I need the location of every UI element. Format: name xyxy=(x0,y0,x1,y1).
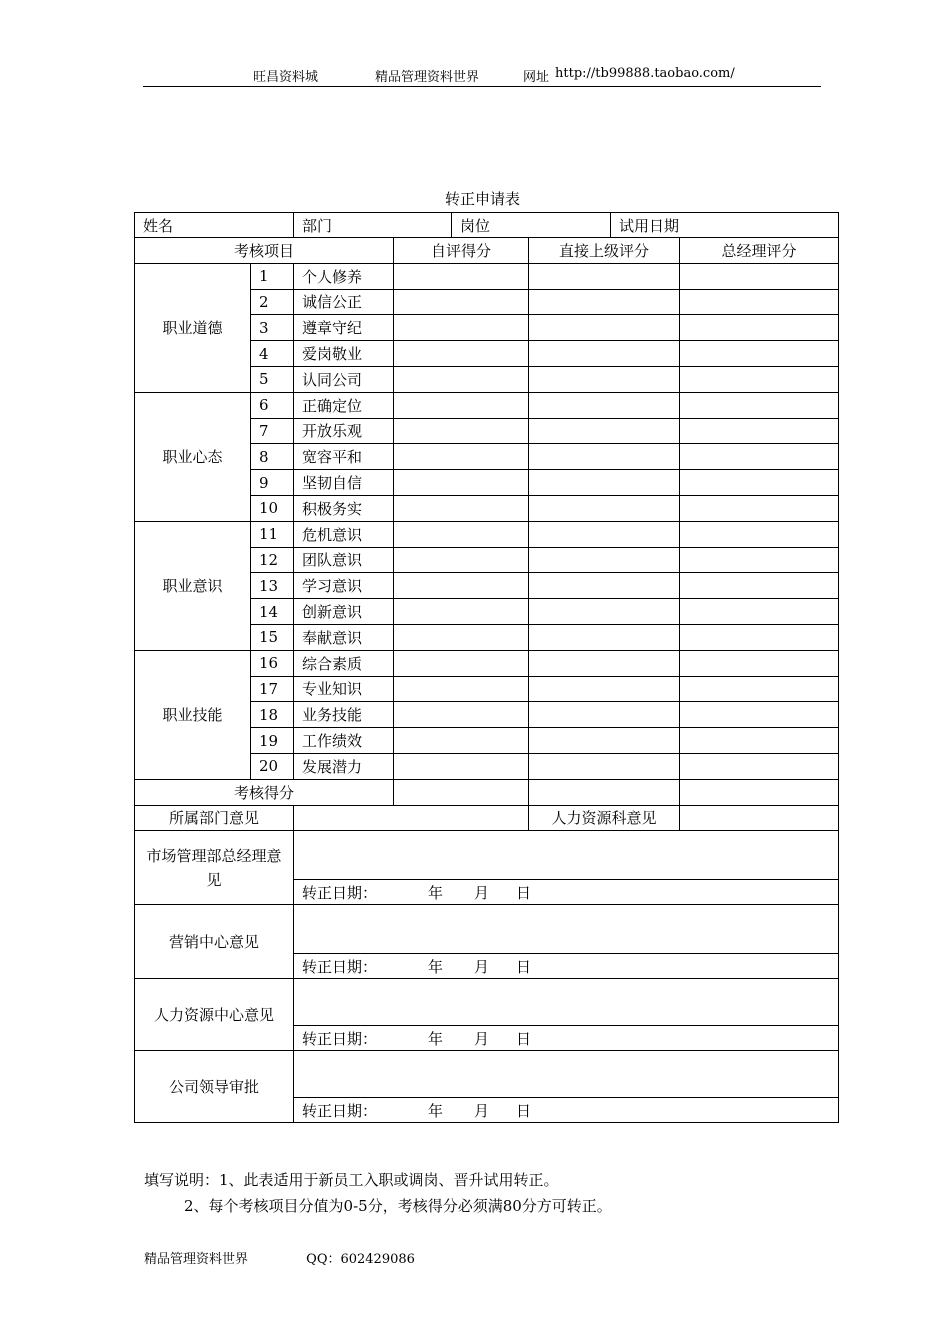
col-header-item: 考核项目 xyxy=(135,238,394,264)
total-gm-cell[interactable] xyxy=(680,779,839,805)
gm-score-cell[interactable] xyxy=(680,289,839,315)
gm-score-cell[interactable] xyxy=(680,392,839,418)
approval-field[interactable] xyxy=(294,831,839,880)
superior-score-cell[interactable] xyxy=(529,521,680,547)
gm-score-cell[interactable] xyxy=(680,650,839,676)
fill-notes xyxy=(144,1167,612,1219)
superior-score-cell[interactable] xyxy=(529,444,680,470)
approval-field[interactable] xyxy=(294,905,839,954)
item-number: 20 xyxy=(251,753,294,779)
item-number: 10 xyxy=(251,495,294,521)
superior-score-cell[interactable] xyxy=(529,495,680,521)
item-label: 遵章守纪 xyxy=(294,315,394,341)
item-label: 诚信公正 xyxy=(294,289,394,315)
item-number: 17 xyxy=(251,676,294,702)
superior-score-cell[interactable] xyxy=(529,470,680,496)
approval-label: 营销中心意见 xyxy=(135,905,294,979)
approval-field[interactable] xyxy=(294,1051,839,1098)
header-site-label: 网址 xyxy=(523,70,550,85)
date-day: 日 xyxy=(516,1029,532,1048)
gm-score-cell[interactable] xyxy=(680,470,839,496)
item-label: 积极务实 xyxy=(294,495,394,521)
item-number: 13 xyxy=(251,573,294,599)
gm-score-cell[interactable] xyxy=(680,728,839,754)
gm-score-cell[interactable] xyxy=(680,573,839,599)
gm-score-cell[interactable] xyxy=(680,624,839,650)
gm-score-cell[interactable] xyxy=(680,366,839,392)
item-number: 7 xyxy=(251,418,294,444)
item-label: 坚韧自信 xyxy=(294,470,394,496)
item-number: 6 xyxy=(251,392,294,418)
superior-score-cell[interactable] xyxy=(529,366,680,392)
superior-score-cell[interactable] xyxy=(529,547,680,573)
superior-score-cell[interactable] xyxy=(529,728,680,754)
approval-date-line[interactable] xyxy=(294,1098,839,1123)
dept-field[interactable]: 部门 xyxy=(294,213,452,238)
approval-date-line[interactable] xyxy=(294,1026,839,1051)
hr-dept-opinion-label: 人力资源科意见 xyxy=(529,805,680,831)
superior-score-cell[interactable] xyxy=(529,753,680,779)
item-label: 宽容平和 xyxy=(294,444,394,470)
date-day: 日 xyxy=(516,1101,532,1120)
gm-score-cell[interactable] xyxy=(680,676,839,702)
total-self-cell[interactable] xyxy=(394,779,529,805)
item-number: 1 xyxy=(251,263,294,289)
item-number: 11 xyxy=(251,521,294,547)
superior-score-cell[interactable] xyxy=(529,341,680,367)
item-number: 5 xyxy=(251,366,294,392)
col-header-gm: 总经理评分 xyxy=(680,238,839,264)
footer-left: 精品管理资料世界 xyxy=(144,1252,249,1267)
item-number: 8 xyxy=(251,444,294,470)
name-field[interactable]: 姓名 xyxy=(135,213,294,238)
self-score-cell[interactable] xyxy=(394,495,529,521)
self-score-cell[interactable] xyxy=(394,289,529,315)
item-number: 15 xyxy=(251,624,294,650)
item-label: 业务技能 xyxy=(294,702,394,728)
item-label: 发展潜力 xyxy=(294,753,394,779)
superior-score-cell[interactable] xyxy=(529,418,680,444)
category-label: 职业道德 xyxy=(135,263,251,392)
self-score-cell[interactable] xyxy=(394,702,529,728)
superior-score-cell[interactable] xyxy=(529,599,680,625)
gm-score-cell[interactable] xyxy=(680,599,839,625)
col-header-self: 自评得分 xyxy=(394,238,529,264)
superior-score-cell[interactable] xyxy=(529,573,680,599)
dept-opinion-field[interactable] xyxy=(294,805,529,831)
superior-score-cell[interactable] xyxy=(529,702,680,728)
category-label: 职业意识 xyxy=(135,521,251,650)
date-month: 月 xyxy=(474,1029,490,1048)
date-day: 日 xyxy=(516,883,532,902)
self-score-cell[interactable] xyxy=(394,728,529,754)
date-day: 日 xyxy=(516,957,532,976)
date-year: 年 xyxy=(428,957,444,976)
item-number: 4 xyxy=(251,341,294,367)
self-score-cell[interactable] xyxy=(394,753,529,779)
self-score-cell[interactable] xyxy=(394,444,529,470)
table-row xyxy=(135,392,839,418)
form-title: 转正申请表 xyxy=(444,190,520,208)
item-label: 学习意识 xyxy=(294,573,394,599)
self-score-cell[interactable] xyxy=(394,392,529,418)
date-label: 转正日期： xyxy=(302,1029,378,1048)
date-year: 年 xyxy=(428,1101,444,1120)
info-table xyxy=(134,212,839,238)
item-label: 团队意识 xyxy=(294,547,394,573)
approval-label: 市场管理部总经理意见 xyxy=(135,831,294,905)
gm-score-cell[interactable] xyxy=(680,547,839,573)
header-site-url[interactable]: http://tb99888.taobao.com/ xyxy=(555,66,735,81)
trial-date-field[interactable]: 试用日期 xyxy=(611,213,839,238)
self-score-cell[interactable] xyxy=(394,624,529,650)
item-label: 开放乐观 xyxy=(294,418,394,444)
self-score-cell[interactable] xyxy=(394,650,529,676)
item-number: 18 xyxy=(251,702,294,728)
note-line-2: 2、每个考核项目分值为0-5分，考核得分必须满80分方可转正。 xyxy=(184,1197,612,1215)
self-score-cell[interactable] xyxy=(394,521,529,547)
date-label: 转正日期： xyxy=(302,957,378,976)
item-number: 9 xyxy=(251,470,294,496)
superior-score-cell[interactable] xyxy=(529,392,680,418)
self-score-cell[interactable] xyxy=(394,263,529,289)
gm-score-cell[interactable] xyxy=(680,702,839,728)
self-score-cell[interactable] xyxy=(394,418,529,444)
self-score-cell[interactable] xyxy=(394,676,529,702)
approval-label: 公司领导审批 xyxy=(135,1051,294,1123)
superior-score-cell[interactable] xyxy=(529,624,680,650)
header-middle: 精品管理资料世界 xyxy=(375,70,480,85)
gm-score-cell[interactable] xyxy=(680,495,839,521)
self-score-cell[interactable] xyxy=(394,599,529,625)
approval-field[interactable] xyxy=(294,979,839,1026)
superior-score-cell[interactable] xyxy=(529,315,680,341)
evaluation-table xyxy=(134,237,839,1123)
item-number: 3 xyxy=(251,315,294,341)
self-score-cell[interactable] xyxy=(394,573,529,599)
item-label: 专业知识 xyxy=(294,676,394,702)
superior-score-cell[interactable] xyxy=(529,289,680,315)
gm-score-cell[interactable] xyxy=(680,315,839,341)
post-field[interactable]: 岗位 xyxy=(452,213,611,238)
category-label: 职业技能 xyxy=(135,650,251,779)
date-month: 月 xyxy=(474,1101,490,1120)
total-score-label: 考核得分 xyxy=(135,779,394,805)
self-score-cell[interactable] xyxy=(394,315,529,341)
date-month: 月 xyxy=(474,957,490,976)
superior-score-cell[interactable] xyxy=(529,676,680,702)
item-number: 19 xyxy=(251,728,294,754)
gm-score-cell[interactable] xyxy=(680,753,839,779)
item-label: 危机意识 xyxy=(294,521,394,547)
footer-qq: QQ：602429086 xyxy=(306,1252,415,1267)
gm-score-cell[interactable] xyxy=(680,418,839,444)
approval-date-line[interactable] xyxy=(294,954,839,979)
dept-opinion-label: 所属部门意见 xyxy=(135,805,294,831)
page-header xyxy=(143,66,821,87)
item-number: 2 xyxy=(251,289,294,315)
date-label: 转正日期： xyxy=(302,883,378,902)
date-year: 年 xyxy=(428,883,444,902)
self-score-cell[interactable] xyxy=(394,341,529,367)
table-row xyxy=(135,521,839,547)
item-label: 创新意识 xyxy=(294,599,394,625)
page-footer xyxy=(144,1248,469,1267)
item-number: 12 xyxy=(251,547,294,573)
self-score-cell[interactable] xyxy=(394,366,529,392)
table-row xyxy=(135,263,839,289)
gm-score-cell[interactable] xyxy=(680,521,839,547)
item-label: 认同公司 xyxy=(294,366,394,392)
gm-score-cell[interactable] xyxy=(680,341,839,367)
self-score-cell[interactable] xyxy=(394,547,529,573)
item-number: 14 xyxy=(251,599,294,625)
date-month: 月 xyxy=(474,883,490,902)
item-label: 综合素质 xyxy=(294,650,394,676)
item-label: 奉献意识 xyxy=(294,624,394,650)
item-number: 16 xyxy=(251,650,294,676)
header-left: 旺昌资料城 xyxy=(253,70,319,85)
superior-score-cell[interactable] xyxy=(529,650,680,676)
item-label: 个人修养 xyxy=(294,263,394,289)
item-label: 工作绩效 xyxy=(294,728,394,754)
item-label: 爱岗敬业 xyxy=(294,341,394,367)
hr-dept-opinion-field[interactable] xyxy=(680,805,839,831)
approval-date-line[interactable] xyxy=(294,880,839,905)
gm-score-cell[interactable] xyxy=(680,263,839,289)
col-header-superior: 直接上级评分 xyxy=(529,238,680,264)
approval-label: 人力资源中心意见 xyxy=(135,979,294,1051)
table-row xyxy=(135,650,839,676)
self-score-cell[interactable] xyxy=(394,470,529,496)
total-superior-cell[interactable] xyxy=(529,779,680,805)
date-year: 年 xyxy=(428,1029,444,1048)
item-label: 正确定位 xyxy=(294,392,394,418)
category-label: 职业心态 xyxy=(135,392,251,521)
superior-score-cell[interactable] xyxy=(529,263,680,289)
note-line-1: 填写说明：1、此表适用于新员工入职或调岗、晋升试用转正。 xyxy=(144,1171,559,1189)
gm-score-cell[interactable] xyxy=(680,444,839,470)
date-label: 转正日期： xyxy=(302,1101,378,1120)
